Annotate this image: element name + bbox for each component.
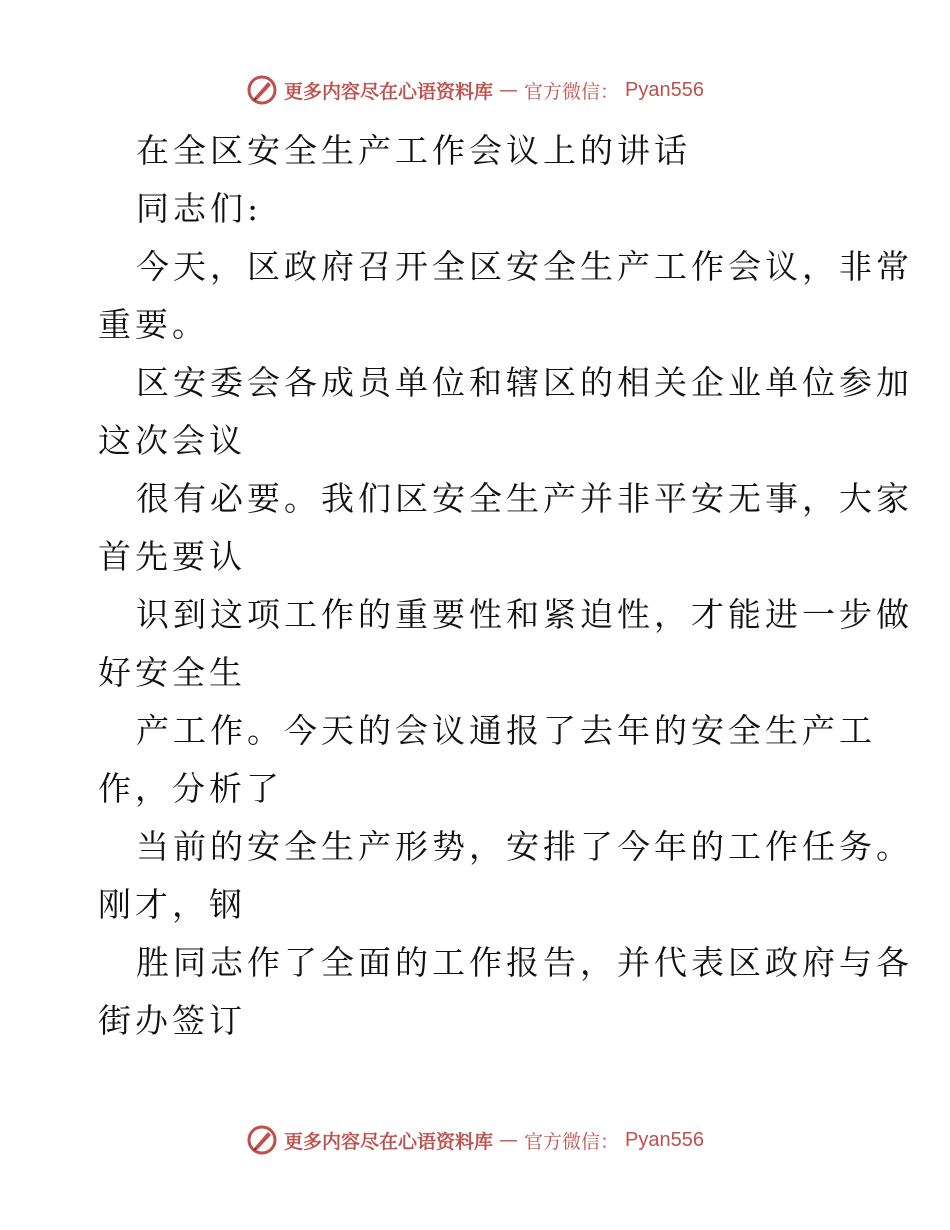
document-body [98,122,913,1050]
body-line: 这次会议 [98,421,246,460]
watermark-separator: — [499,1129,519,1151]
watermark-text: 更多内容尽在心语资料库 [284,80,494,103]
body-line: 区安委会各成员单位和辖区的相关企业单位参加 [136,363,913,402]
watermark-separator: — [499,79,519,101]
body-line: 刚才，钢 [98,885,246,924]
watermark-contact-id: Pyan556 [625,1128,704,1151]
body-line: 重要。 [98,305,209,344]
watermark-contact-label: 官方微信： [524,1130,620,1153]
watermark-contact-id: Pyan556 [625,78,704,101]
quill-pen-logo-icon [246,1124,278,1156]
body-line: 胜同志作了全面的工作报告，并代表区政府与各 [136,943,913,982]
body-line: 好安全生 [98,653,246,692]
header-watermark [0,72,950,108]
body-line: 当前的安全生产形势，安排了今年的工作任务。 [136,827,913,866]
body-line: 识到这项工作的重要性和紧迫性，才能进一步做 [136,595,913,634]
quill-pen-logo-icon [246,74,278,106]
body-line: 作，分析了 [98,769,283,808]
footer-watermark [0,1122,950,1158]
body-line: 很有必要。我们区安全生产并非平安无事，大家 [136,479,913,518]
body-line: 街办签订 [98,1001,246,1040]
watermark-contact-label: 官方微信： [524,80,620,103]
watermark-text: 更多内容尽在心语资料库 [284,1130,494,1153]
salutation: 同志们: [136,189,263,228]
body-line: 今天，区政府召开全区安全生产工作会议，非常 [136,247,913,286]
document-title: 在全区安全生产工作会议上的讲话 [136,131,691,170]
body-line: 产工作。今天的会议通报了去年的安全生产工 [136,711,876,750]
body-line: 首先要认 [98,537,246,576]
